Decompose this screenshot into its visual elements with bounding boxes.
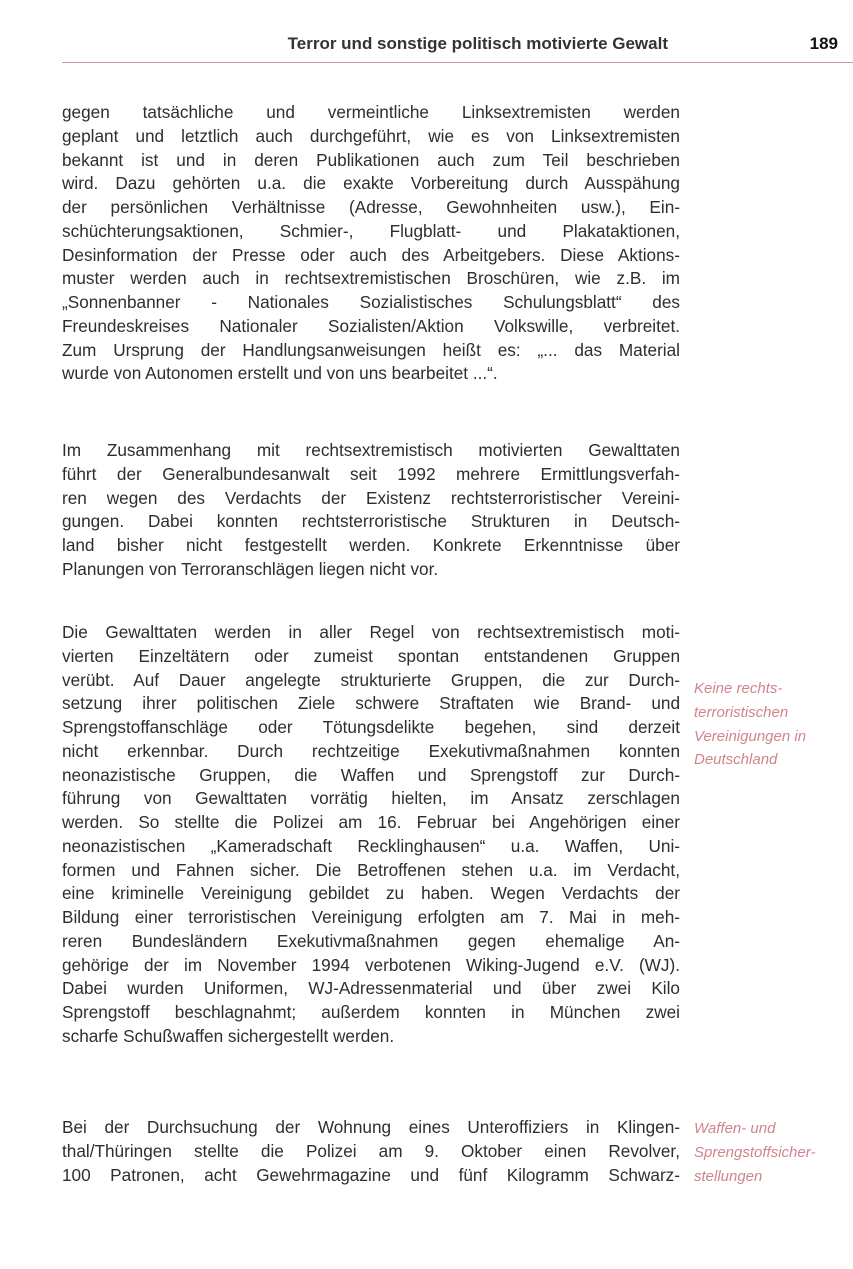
- header-divider: [62, 62, 853, 63]
- body-paragraph-4: [62, 1116, 680, 1187]
- text-line: Im Zusammenhang mit rechtsextremistisch motivierten Gewalttaten: [62, 440, 680, 460]
- text-line: gegen tatsächliche und vermeintliche Linksextremisten werden: [62, 102, 680, 122]
- margin-note-line: Waffen- und: [694, 1120, 776, 1137]
- text-line: eine kriminelle Vereinigung gebildet zu haben. Wegen Verdachts der: [62, 883, 680, 904]
- text-line: schüchterungsaktionen, Schmier-, Flugblatt- und Plakataktionen,: [62, 220, 680, 241]
- text-line: „Sonnenbanner - Nationales Sozialistisches Schulungsblatt“ des: [62, 292, 680, 312]
- text-line: nicht erkennbar. Durch rechtzeitige Exekutivmaßnahmen konnten: [62, 740, 680, 761]
- text-line: wurde von Autonomen erstellt und von uns bearbeitet ...“.: [62, 363, 498, 384]
- text-line: Bei der Durchsuchung der Wohnung eines Unteroffiziers in Klingen-: [62, 1117, 680, 1137]
- text-line: geplant und letztlich auch durchgeführt, wie es von Linksextremisten: [62, 125, 680, 146]
- text-line: land bisher nicht festgestellt werden. Konkrete Erkenntnisse über: [62, 535, 680, 555]
- text-line: vierten Einzeltätern oder zumeist spontan entstandenen Gruppen: [62, 645, 680, 666]
- margin-note-line: Sprengstoffsicher-: [694, 1143, 816, 1161]
- text-line: neonazistischen „Kameradschaft Recklinghausen“ u.a. Waffen, Uni-: [62, 835, 680, 856]
- text-line: verübt. Auf Dauer angelegte strukturierte Gruppen, die zur Durch-: [62, 669, 680, 690]
- text-line: reren Bundesländern Exekutivmaßnahmen gegen ehemalige An-: [62, 930, 680, 951]
- text-line: führung von Gewalttaten vorrätig hielten, im Ansatz zerschlagen: [62, 788, 680, 809]
- page-number: 189: [809, 34, 838, 53]
- running-header: [62, 30, 838, 60]
- text-line: Die Gewalttaten werden in aller Regel von rechtsextremistisch moti-: [62, 622, 680, 642]
- margin-note-weapons-seizures: [694, 1117, 846, 1188]
- body-paragraph-1: [62, 101, 680, 386]
- text-line: Bildung einer terroristischen Vereinigung erfolgten am 7. Mai in meh-: [62, 907, 680, 927]
- text-line: führt der Generalbundesanwalt seit 1992 mehrere Ermittlungsverfah-: [62, 463, 680, 484]
- text-line: Dabei wurden Uniformen, WJ-Adressenmaterial und über zwei Kilo: [62, 978, 680, 999]
- margin-note-line: Vereinigungen in: [694, 727, 807, 745]
- text-line: thal/Thüringen stellte die Polizei am 9. Oktober einen Revolver,: [62, 1140, 680, 1161]
- text-line: ren wegen des Verdachts der Existenz rechtsterroristischer Vereini-: [62, 487, 680, 508]
- text-line: Desinformation der Presse oder auch des Arbeitgebers. Diese Aktions-: [62, 244, 680, 265]
- text-line: bekannt ist und in deren Publikationen auch zum Teil beschrieben: [62, 149, 680, 170]
- text-line: Planungen von Terroranschlägen liegen nicht vor.: [62, 558, 439, 579]
- text-line: werden. So stellte die Polizei am 16. Februar bei Angehörigen einer: [62, 812, 680, 832]
- text-line: der persönlichen Verhältnisse (Adresse, Gewohnheiten usw.), Ein-: [62, 197, 680, 217]
- text-line: setzung ihrer politischen Ziele schwere Straftaten wie Brand- und: [62, 693, 680, 714]
- text-line: 100 Patronen, acht Gewehrmagazine und fünf Kilogramm Schwarz-: [62, 1164, 680, 1185]
- margin-note-line: Deutschland: [694, 751, 778, 769]
- text-line: gungen. Dabei konnten rechtsterroristische Strukturen in Deutsch-: [62, 511, 680, 532]
- text-line: formen und Fahnen sicher. Die Betroffenen stehen u.a. im Verdacht,: [62, 859, 680, 880]
- text-line: Zum Ursprung der Handlungsanweisungen heißt es: „... das Material: [62, 339, 680, 360]
- margin-note-line: terroristischen: [694, 703, 789, 721]
- body-paragraph-3: [62, 621, 680, 1049]
- text-line: Freundeskreises Nationaler Sozialisten/Aktion Volkswille, verbreitet.: [62, 315, 680, 336]
- margin-note-no-terror-groups: [694, 677, 846, 772]
- margin-note-line: Keine rechts-: [694, 680, 783, 697]
- text-line: Sprengstoff beschlagnahmt; außerdem konnten in München zwei: [62, 1002, 680, 1022]
- text-line: muster werden auch in rechtsextremistischen Broschüren, wie z.B. im: [62, 268, 680, 289]
- text-line: neonazistische Gruppen, die Waffen und Sprengstoff zur Durch-: [62, 764, 680, 785]
- running-header-title: Terror und sonstige politisch motivierte Gewalt: [287, 34, 668, 53]
- text-line: gehörige der im November 1994 verbotenen Wiking-Jugend e.V. (WJ).: [62, 954, 680, 975]
- text-line: scharfe Schußwaffen sichergestellt werden.: [62, 1025, 395, 1046]
- text-line: wird. Dazu gehörten u.a. die exakte Vorbereitung durch Ausspähung: [62, 173, 680, 194]
- text-line: Sprengstoffanschläge oder Tötungsdelikte begehen, sind derzeit: [62, 717, 680, 737]
- body-paragraph-2: [62, 439, 680, 582]
- margin-note-line: stellungen: [694, 1167, 763, 1185]
